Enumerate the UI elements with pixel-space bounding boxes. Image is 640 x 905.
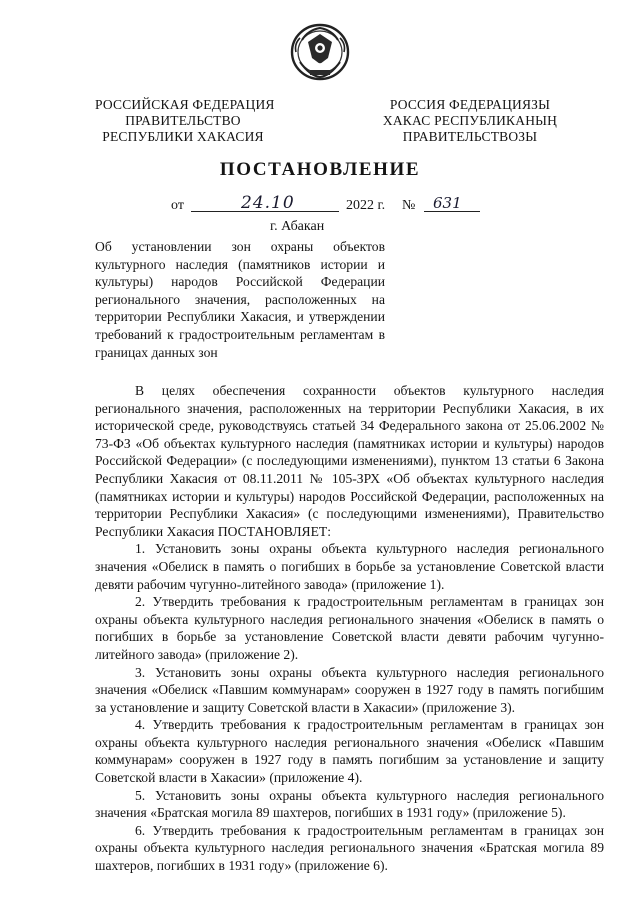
header-right-line-3: ПРАВИТЕЛЬСТВОЗЫ [402, 129, 538, 144]
resolution-subject: Об установлении зон охраны объектов культурного наследия (памятников истории и культуры) народов Российской Федерации регионального значения, расположенных на территории Республики Хакасия, и утверждении требований к градостроительным регламентам в границах данных зон [95, 239, 385, 360]
header-left-line-1: РОССИЙСКАЯ ФЕДЕРАЦИЯ [95, 97, 275, 112]
paragraph-item-3: 3. Установить зоны охраны объекта культурного наследия регионального значения «Обелиск «Павшим коммунарам» сооружен в 1927 году в память погибшим за установление и защиту Советской власти в Хакасии» (приложение 3). [95, 664, 604, 715]
city-label: г. Абакан [270, 219, 325, 234]
paragraph-item-5: 5. Установить зоны охраны объекта культурного наследия регионального значения «Братская могила 89 шахтеров, погибших в 1931 году» (приложение 5). [95, 787, 604, 821]
year-label: 2022 г. [346, 198, 386, 213]
header-left-line-3: РЕСПУБЛИКИ ХАКАСИЯ [102, 129, 264, 144]
paragraph-item-4: 4. Утвердить требования к градостроительным регламентам в границах зон охраны объекта культурного наследия регионального значения «Обелиск «Павшим коммунарам» сооружен в 1927 году в память погибшим за установление и защиту Советской власти в Хакасии» (приложение 4). [95, 717, 604, 786]
header-right-line-1: РОССИЯ ФЕДЕРАЦИЯЗЫ [389, 97, 551, 112]
paragraph-item-1: 1. Установить зоны охраны объекта культурного наследия регионального значения «Обелиск в память о погибших в борьбе за установление Советской власти девяти рабочим чугунно-литейного завода» (приложение 1). [95, 541, 604, 592]
header-right-line-2: ХАКАС РЕСПУБЛИКАНЫҢ [382, 113, 558, 128]
document-title: ПОСТАНОВЛЕНИЕ [219, 159, 421, 180]
header-left-block [95, 97, 275, 145]
date-from-label: от [171, 198, 184, 213]
handwritten-number: 631 [433, 194, 462, 212]
header-right-block [380, 97, 560, 145]
header-left-line-2: ПРАВИТЕЛЬСТВО [125, 113, 241, 128]
document-body [95, 382, 604, 875]
handwritten-date: 24.10 [241, 193, 295, 213]
date-number-line [171, 193, 491, 216]
paragraph-item-6: 6. Утвердить требования к градостроительным регламентам в границах зон охраны объекта культурного наследия регионального значения «Братская могила 89 шахтеров, погибших в 1931 году» (приложение 6). [95, 822, 604, 874]
coat-of-arms-emblem [288, 22, 352, 82]
number-sign: № [402, 198, 416, 213]
paragraph-preamble: В целях обеспечения сохранности объектов культурного наследия регионального значения, расположенных на территории Республики Хакасия, в их исторической среде, руководствуясь статьей 34 Федерального закона от 25.06.2002 № 73-ФЗ «Об объектах культурного наследия (памятниках истории и культуры) народов Российской Федерации» (с последующими изменениями), пунктом 13 статьи 6 Закона Республики Хакасия от 08.11.2011 № 105-ЗРХ «Об объектах культурного наследия (памятниках истории и культуры) народов Российской Федерации, расположенных на территории Республики Хакасия» (с последующими изменениями), Правительство Республики Хакасия ПОСТАНОВЛЯЕТ: [95, 383, 604, 539]
paragraph-item-2: 2. Утвердить требования к градостроительным регламентам в границах зон охраны объекта культурного наследия регионального значения «Обелиск в память о погибших в борьбе за установление Советской власти девяти рабочим чугунно-литейного завода» (приложение 2). [95, 594, 604, 662]
